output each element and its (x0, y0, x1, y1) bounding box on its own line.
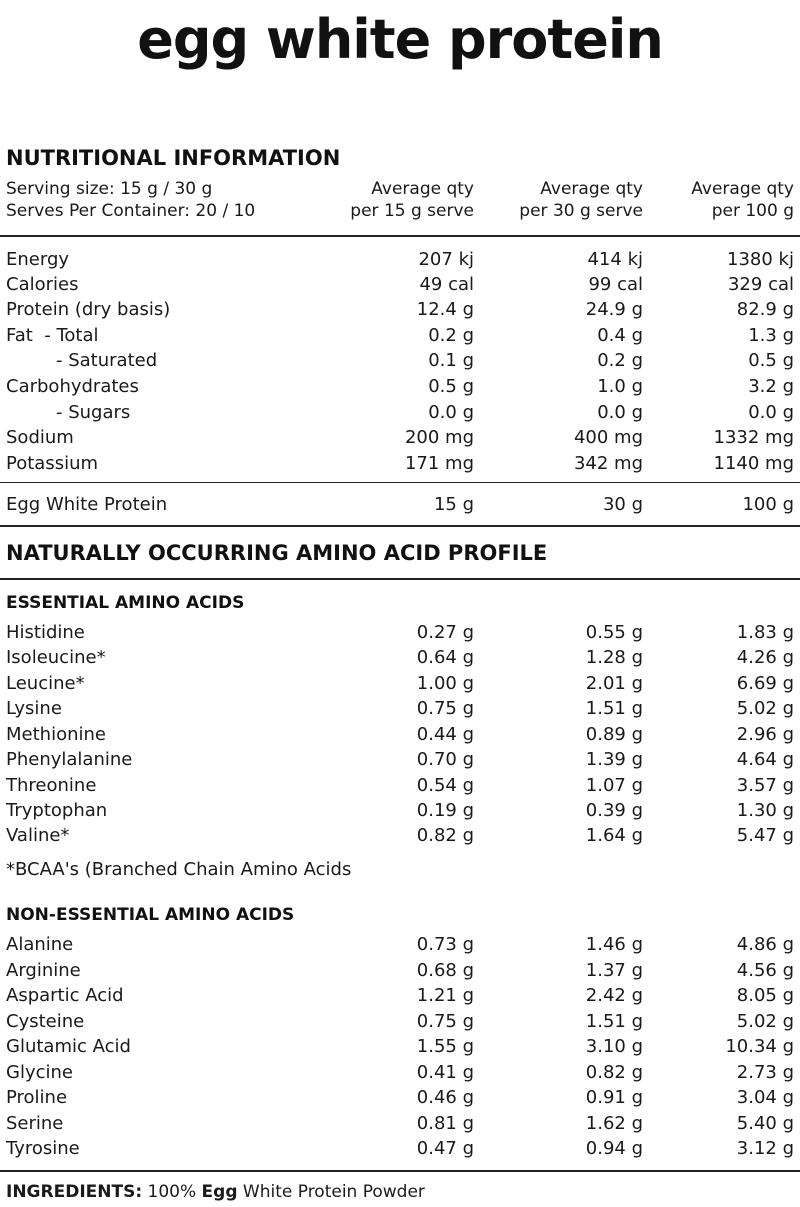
value-30g: 1.51 g (585, 1011, 643, 1032)
value-15g: 200 mg (404, 427, 474, 448)
value-100g: 5.40 g (736, 1113, 794, 1134)
value-100g: 0.0 g (748, 402, 794, 423)
value-100g: 1.3 g (748, 325, 794, 346)
col2-header-line1: Average qty (540, 179, 643, 199)
bcaa-footnote: *BCAA's (Branched Chain Amino Acids (6, 859, 352, 880)
col3-header-line1: Average qty (691, 179, 794, 199)
row-label: Lysine (6, 698, 62, 719)
amino-divider (0, 525, 800, 527)
value-15g: 0.46 g (416, 1087, 474, 1108)
row-label: Cysteine (6, 1011, 85, 1032)
amino-row-isoleucine (0, 645, 800, 670)
value-100g: 5.02 g (736, 698, 794, 719)
value-15g: 0.2 g (428, 325, 474, 346)
value-30g: 0.91 g (585, 1087, 643, 1108)
value-30g: 0.89 g (585, 724, 643, 745)
amino-heading: NATURALLY OCCURRING AMINO ACID PROFILE (6, 541, 548, 565)
value-30g: 400 mg (573, 427, 643, 448)
row-label: Alanine (6, 934, 74, 955)
value-15g: 0.70 g (416, 749, 474, 770)
value-30g: 342 mg (573, 453, 643, 474)
amino-row-arginine (0, 958, 800, 983)
value-15g: 0.1 g (428, 350, 474, 371)
amino-row-threonine (0, 773, 800, 798)
row-label: Methionine (6, 724, 106, 745)
value-15g: 1.21 g (416, 985, 474, 1006)
value-30g: 3.10 g (585, 1036, 643, 1057)
value-15g: 0.44 g (416, 724, 474, 745)
value-15g: 0.68 g (416, 960, 474, 981)
nutrition-row-fat-total (0, 323, 800, 348)
nutrition-row-protein (0, 297, 800, 322)
value-100g: 329 cal (727, 274, 794, 295)
amino-heading-divider (0, 578, 800, 580)
value-100g: 2.73 g (736, 1062, 794, 1083)
amino-row-valine (0, 823, 800, 848)
col2-header-line2: per 30 g serve (519, 201, 643, 221)
value-100g: 82.9 g (736, 299, 794, 320)
ingredients-divider (0, 1170, 800, 1172)
value-100g: 1380 kj (727, 249, 794, 270)
value-30g: 1.62 g (585, 1113, 643, 1134)
nutrition-row-sugars (0, 400, 800, 425)
value-100g: 5.02 g (736, 1011, 794, 1032)
value-30g: 30 g (602, 494, 643, 515)
nutrition-row-calories (0, 272, 800, 297)
value-100g: 0.5 g (748, 350, 794, 371)
row-label: Proline (6, 1087, 68, 1108)
value-30g: 1.51 g (585, 698, 643, 719)
value-15g: 12.4 g (416, 299, 474, 320)
nutrition-row-sodium (0, 425, 800, 450)
row-label: Fat - Total (6, 325, 99, 346)
amino-row-cysteine (0, 1009, 800, 1034)
row-label: Valine* (6, 825, 70, 846)
product-title: egg white protein (137, 8, 663, 71)
value-100g: 2.96 g (736, 724, 794, 745)
row-label: Egg White Protein (6, 494, 168, 515)
value-100g: 3.2 g (748, 376, 794, 397)
value-100g: 8.05 g (736, 985, 794, 1006)
value-30g: 24.9 g (585, 299, 643, 320)
value-30g: 1.39 g (585, 749, 643, 770)
amino-row-tryptophan (0, 798, 800, 823)
value-30g: 2.42 g (585, 985, 643, 1006)
non-essential-amino-heading: NON-ESSENTIAL AMINO ACIDS (6, 905, 295, 925)
nutrition-row-potassium (0, 451, 800, 476)
value-15g: 207 kj (418, 249, 474, 270)
value-30g: 2.01 g (585, 673, 643, 694)
value-15g: 0.75 g (416, 698, 474, 719)
row-label: Energy (6, 249, 70, 270)
value-100g: 1.30 g (736, 800, 794, 821)
row-label: Potassium (6, 453, 99, 474)
row-label: Tryptophan (6, 800, 108, 821)
ingredients-bold-word: Egg (201, 1182, 238, 1202)
value-100g: 6.69 g (736, 673, 794, 694)
amino-row-histidine (0, 620, 800, 645)
row-label: Carbohydrates (6, 376, 139, 397)
value-15g: 1.00 g (416, 673, 474, 694)
amino-row-lysine (0, 696, 800, 721)
row-label: - Saturated (56, 350, 158, 371)
value-15g: 0.73 g (416, 934, 474, 955)
serves-per-container: Serves Per Container: 20 / 10 (6, 201, 256, 221)
value-15g: 0.19 g (416, 800, 474, 821)
value-100g: 1140 mg (713, 453, 794, 474)
value-15g: 0.64 g (416, 647, 474, 668)
value-30g: 1.37 g (585, 960, 643, 981)
value-15g: 0.5 g (428, 376, 474, 397)
amino-row-methionine (0, 722, 800, 747)
row-label: Isoleucine* (6, 647, 106, 668)
col3-header-line2: per 100 g (711, 201, 794, 221)
ingredients-text-after: White Protein Powder (237, 1182, 425, 1202)
value-15g: 0.75 g (416, 1011, 474, 1032)
row-label: Glycine (6, 1062, 73, 1083)
ingredients-text-before: 100% (142, 1182, 202, 1202)
egg-white-protein-row (0, 492, 800, 517)
value-15g: 171 mg (404, 453, 474, 474)
nutrition-row-energy (0, 247, 800, 272)
row-label: Tyrosine (6, 1138, 80, 1159)
value-30g: 0.0 g (597, 402, 643, 423)
amino-row-serine (0, 1111, 800, 1136)
value-100g: 5.47 g (736, 825, 794, 846)
row-label: Aspartic Acid (6, 985, 124, 1006)
ingredients-label: INGREDIENTS: (6, 1182, 143, 1202)
egg-white-divider (0, 482, 800, 483)
value-100g: 4.64 g (736, 749, 794, 770)
value-30g: 99 cal (588, 274, 643, 295)
ingredients-line (6, 1179, 425, 1205)
amino-row-aspartic-acid (0, 983, 800, 1008)
value-15g: 0.54 g (416, 775, 474, 796)
value-15g: 1.55 g (416, 1036, 474, 1057)
value-15g: 0.82 g (416, 825, 474, 846)
value-15g: 0.81 g (416, 1113, 474, 1134)
nutrition-row-saturated (0, 348, 800, 373)
header-divider (0, 235, 800, 237)
value-30g: 0.55 g (585, 622, 643, 643)
amino-row-glutamic-acid (0, 1034, 800, 1059)
value-30g: 0.2 g (597, 350, 643, 371)
row-label: Glutamic Acid (6, 1036, 131, 1057)
value-100g: 3.12 g (736, 1138, 794, 1159)
value-30g: 1.64 g (585, 825, 643, 846)
serving-size: Serving size: 15 g / 30 g (6, 179, 213, 199)
value-15g: 49 cal (419, 274, 474, 295)
row-label: Protein (dry basis) (6, 299, 171, 320)
nutrition-heading: NUTRITIONAL INFORMATION (6, 146, 341, 170)
value-100g: 4.56 g (736, 960, 794, 981)
row-label: Serine (6, 1113, 64, 1134)
amino-row-alanine (0, 932, 800, 957)
value-30g: 1.07 g (585, 775, 643, 796)
essential-amino-heading: ESSENTIAL AMINO ACIDS (6, 593, 245, 613)
value-100g: 3.57 g (736, 775, 794, 796)
col1-header-line2: per 15 g serve (350, 201, 474, 221)
value-15g: 0.41 g (416, 1062, 474, 1083)
value-100g: 3.04 g (736, 1087, 794, 1108)
value-30g: 0.94 g (585, 1138, 643, 1159)
value-15g: 0.27 g (416, 622, 474, 643)
nutrition-row-carbohydrates (0, 374, 800, 399)
value-100g: 100 g (742, 494, 794, 515)
value-30g: 1.0 g (597, 376, 643, 397)
amino-row-glycine (0, 1060, 800, 1085)
row-label: Leucine* (6, 673, 85, 694)
value-100g: 4.86 g (736, 934, 794, 955)
value-100g: 10.34 g (725, 1036, 794, 1057)
value-30g: 0.4 g (597, 325, 643, 346)
value-30g: 1.28 g (585, 647, 643, 668)
value-30g: 0.82 g (585, 1062, 643, 1083)
amino-row-tyrosine (0, 1136, 800, 1161)
row-label: Calories (6, 274, 79, 295)
row-label: Threonine (6, 775, 97, 796)
value-100g: 4.26 g (736, 647, 794, 668)
value-30g: 414 kj (587, 249, 643, 270)
row-label: Histidine (6, 622, 85, 643)
value-30g: 1.46 g (585, 934, 643, 955)
col1-header-line1: Average qty (371, 179, 474, 199)
amino-row-leucine (0, 671, 800, 696)
row-label: Phenylalanine (6, 749, 133, 770)
value-15g: 0.0 g (428, 402, 474, 423)
amino-row-phenylalanine (0, 747, 800, 772)
row-label: Arginine (6, 960, 81, 981)
value-30g: 0.39 g (585, 800, 643, 821)
value-100g: 1332 mg (713, 427, 794, 448)
row-label: Sodium (6, 427, 74, 448)
value-15g: 0.47 g (416, 1138, 474, 1159)
amino-row-proline (0, 1085, 800, 1110)
value-100g: 1.83 g (736, 622, 794, 643)
value-15g: 15 g (433, 494, 474, 515)
row-label: - Sugars (56, 402, 131, 423)
